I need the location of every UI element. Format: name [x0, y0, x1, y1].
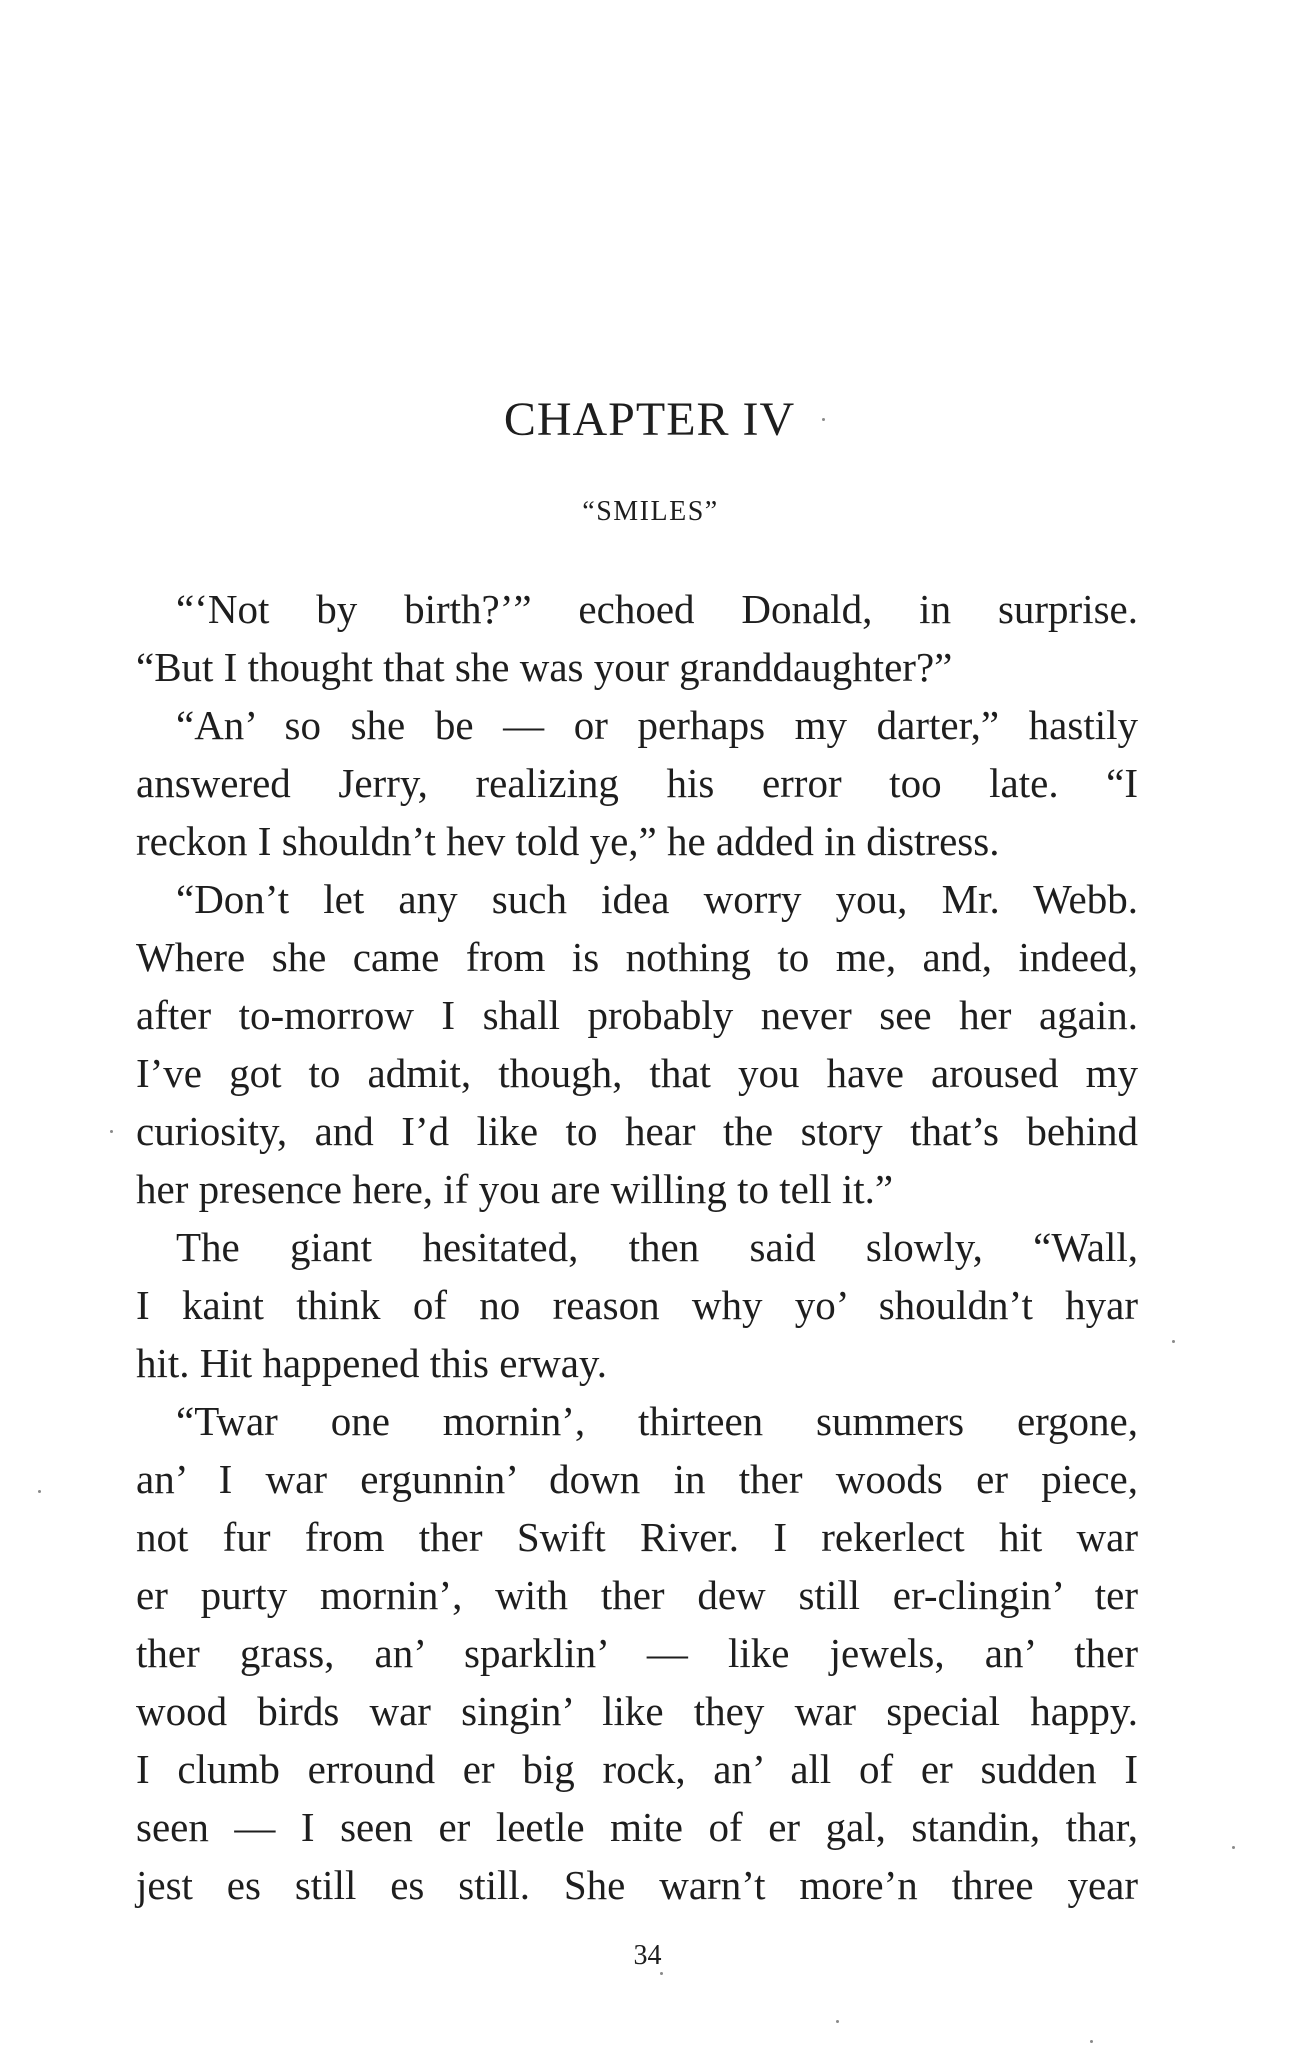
text-line: not fur from ther Swift River. I rekerlect hit war: [136, 1514, 1138, 1560]
scan-speck: [110, 1130, 113, 1133]
text-line: jest es still es still. She warn’t more’n three year: [136, 1862, 1138, 1908]
text-line: I kaint think of no reason why yo’ shouldn’t hyar: [136, 1282, 1138, 1328]
page-number: 34: [633, 1940, 662, 1971]
scan-speck: [1232, 1846, 1235, 1849]
chapter-subtitle: “SMILES”: [582, 496, 719, 527]
text-line: “Don’t let any such idea worry you, Mr. Webb.: [176, 876, 1138, 922]
text-line: I’ve got to admit, though, that you have aroused my: [136, 1050, 1138, 1096]
text-line: “But I thought that she was your granddaughter?”: [136, 644, 953, 690]
scan-speck: [836, 2020, 839, 2023]
scan-speck: [1090, 2040, 1093, 2043]
text-line: The giant hesitated, then said slowly, “Wall,: [176, 1224, 1138, 1270]
text-line: “An’ so she be — or perhaps my darter,” hastily: [176, 702, 1138, 748]
text-line: I clumb erround er big rock, an’ all of er sudden I: [136, 1746, 1138, 1792]
body-text: [136, 580, 1138, 1914]
text-line: “‘Not by birth?’” echoed Donald, in surprise.: [176, 586, 1138, 632]
text-line: Where she came from is nothing to me, and, indeed,: [136, 934, 1138, 980]
scan-speck: [1172, 1340, 1175, 1343]
text-line: “Twar one mornin’, thirteen summers ergone,: [176, 1398, 1138, 1444]
text-line: answered Jerry, realizing his error too late. “I: [136, 760, 1138, 806]
text-line: her presence here, if you are willing to tell it.”: [136, 1166, 894, 1212]
text-line: ther grass, an’ sparklin’ — like jewels, an’ ther: [136, 1630, 1138, 1676]
text-line: seen — I seen er leetle mite of er gal, standin, thar,: [136, 1804, 1138, 1850]
chapter-title: CHAPTER IV: [503, 393, 796, 446]
scan-speck: [38, 1490, 41, 1493]
scan-speck: [822, 418, 825, 421]
text-line: an’ I war ergunnin’ down in ther woods er piece,: [136, 1456, 1138, 1502]
text-line: reckon I shouldn’t hev told ye,” he added in distress.: [136, 818, 1000, 864]
scan-speck: [660, 1972, 663, 1975]
text-line: wood birds war singin’ like they war special happy.: [136, 1688, 1138, 1734]
text-line: er purty mornin’, with ther dew still er-clingin’ ter: [136, 1572, 1138, 1618]
text-line: after to-morrow I shall probably never see her again.: [136, 992, 1138, 1038]
text-line: curiosity, and I’d like to hear the story that’s behind: [136, 1108, 1138, 1154]
text-line: hit. Hit happened this erway.: [136, 1340, 607, 1386]
